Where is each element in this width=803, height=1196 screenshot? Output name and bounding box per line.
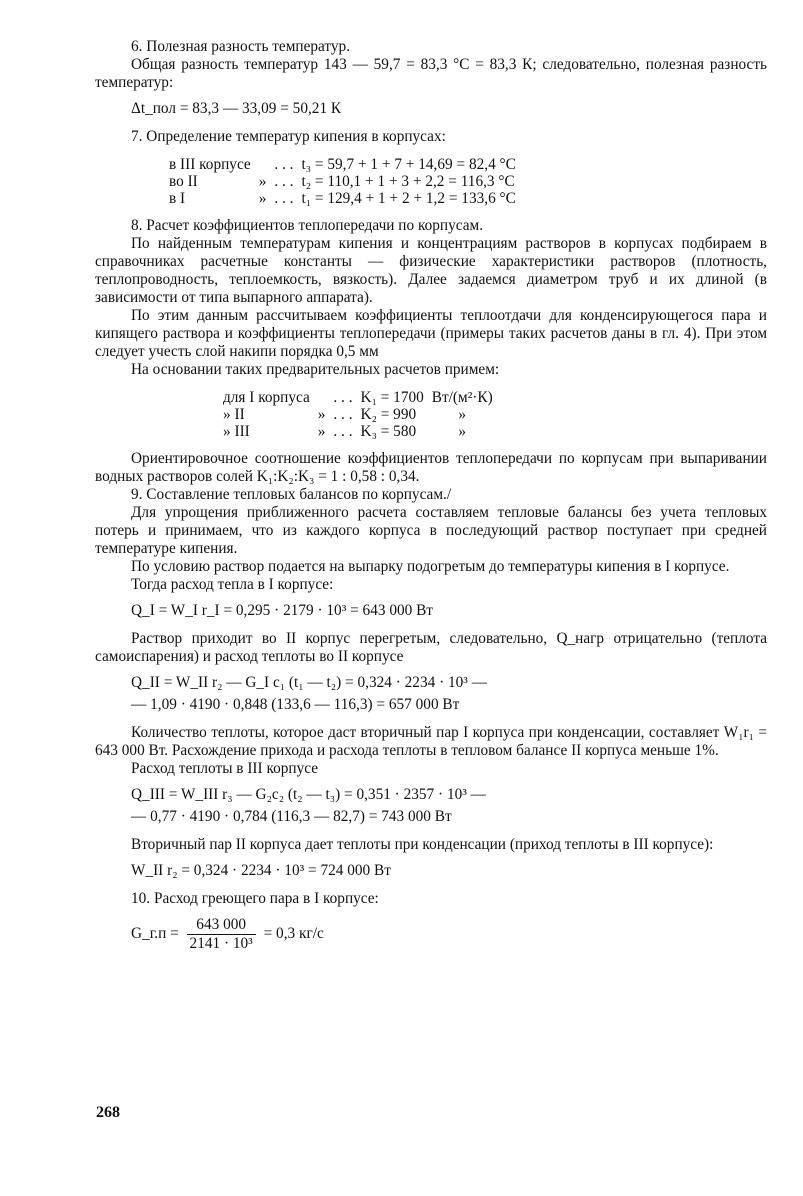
row-unit: » <box>458 406 467 423</box>
section-9-paragraph-7: Вторичный пар II корпуса дает теплоты при конденсации (приход теплоты в III корпусе): <box>131 836 714 853</box>
section-8-paragraph-4: Ориентировочное соотношение коэффициентов теплопередачи по корпусам при выпаривании водных растворов солей K₁:K₂:K₃ = 1 : 0,58 : 0,34. <box>95 450 767 485</box>
section-8-paragraph-3: На основании таких предварительных расчетов примем: <box>131 361 500 378</box>
section-6-text: Общая разность температур 143 — 59,7 = 83,3 °С = 83,3 К; следовательно, полезная разность температур: <box>95 56 767 91</box>
table-row <box>165 173 520 190</box>
section-9-paragraph-2: По условию раствор подается на выпарку подогретым до температуры кипения в I корпусе. <box>131 558 730 575</box>
row-dots: . . . <box>333 423 353 440</box>
page-number: 268 <box>96 1104 120 1121</box>
row-value: t₁ = 129,4 + 1 + 2 + 1,2 = 133,6 °С <box>301 190 516 207</box>
row-dots: . . . <box>274 156 294 173</box>
row-mark: » <box>317 406 326 423</box>
section-9-paragraph-6: Расход теплоты в III корпусе <box>131 760 318 777</box>
row-mark: » <box>317 423 326 440</box>
section-9-paragraph-5: Количество теплоты, которое даст вторичный пар I корпуса при конденсации, составляет W₁r₁ = 643 000 Вт. Расхождение прихода и расхода теплоты в тепловом балансе II корпуса меньше 1%. <box>95 724 767 759</box>
section-8-heading: 8. Расчет коэффициентов теплопередачи по корпусам. <box>131 217 484 234</box>
row-value: K₂ = 990 <box>360 406 417 423</box>
row-label: в I <box>169 190 186 207</box>
formula-lhs: G_г.п = <box>131 925 179 943</box>
section-9-heading: 9. Составление тепловых балансов по корпусам./ <box>131 486 452 503</box>
section-8-paragraph-1: По найденным температурам кипения и концентрациям растворов в корпусах подбираем в справочниках расчетные константы — физические характеристики растворов (плотность, теплопроводность, теплоемкость, вязкость). Далее задаемся диаметром труб и их длиной (в зависимости от типа выпарного аппарата). <box>95 235 767 306</box>
table-row <box>219 389 497 406</box>
table-row <box>165 190 520 207</box>
section-7-heading: 7. Определение температур кипения в корпусах: <box>131 128 446 145</box>
formula-rhs: = 0,3 кг/с <box>263 925 324 943</box>
formula-heat-corpus-1: Q_I = W_I r_I = 0,295 · 2179 · 10³ = 643 000 Вт <box>131 602 433 619</box>
row-mark: » <box>258 173 267 190</box>
section-9-paragraph-3: Тогда расход тепла в I корпусе: <box>131 576 334 593</box>
row-value: t₃ = 59,7 + 1 + 7 + 14,69 = 82,4 °С <box>301 156 516 173</box>
formula-useful-temp-difference: Δt_пол = 83,3 — 33,09 = 50,21 К <box>131 100 342 117</box>
section-9-paragraph-1: Для упрощения приближенного расчета составляем тепловые балансы без учета тепловых потерь и принимаем, что из каждого корпуса в последующий раствор поступает при средней температуре кипения. <box>95 504 767 557</box>
formula-heat-corpus-3-line-2: — 0,77 · 4190 · 0,784 (116,3 — 82,7) = 743 000 Вт <box>131 808 452 825</box>
table-row <box>165 156 520 173</box>
row-dots: . . . <box>274 190 294 207</box>
formula-heating-steam-consumption <box>131 916 767 953</box>
row-label: в III корпусе <box>169 156 251 173</box>
row-label: » III <box>223 423 250 440</box>
section-6-heading: 6. Полезная разность температур. <box>131 38 351 55</box>
row-dots: . . . <box>274 173 294 190</box>
page-body <box>95 38 767 963</box>
formula-secondary-steam-heat: W_II r₂ = 0,324 · 2234 · 10³ = 724 000 Вт <box>131 862 391 879</box>
heat-transfer-coefficients-table <box>219 389 497 440</box>
row-mark <box>255 156 271 173</box>
row-dots: . . . <box>333 389 353 406</box>
section-10-heading: 10. Расход греющего пара в I корпусе: <box>131 890 379 907</box>
formula-heat-corpus-3-line-1: Q_III = W_III r₃ — G₂c₂ (t₂ — t₃) = 0,351 · 2357 · 10³ — <box>131 786 486 803</box>
formula-heat-corpus-2-line-1: Q_II = W_II r₂ — G_I c₁ (t₁ — t₂) = 0,324 · 2234 · 10³ — <box>131 674 487 691</box>
section-8-paragraph-2: По этим данным рассчитываем коэффициенты теплоотдачи для конденсирующегося пара и кипящего раствора и коэффициенты теплопередачи (примеры таких расчетов даны в гл. 4). При этом следует учесть слой накипи порядка 0,5 мм <box>95 307 767 360</box>
row-mark <box>314 389 330 406</box>
row-value: K₃ = 580 <box>360 423 417 440</box>
row-mark: » <box>258 190 267 207</box>
fraction <box>187 916 256 953</box>
row-value: K₁ = 1700 <box>360 389 424 406</box>
table-row <box>219 406 497 423</box>
row-label: » II <box>223 406 245 423</box>
boiling-temperatures-table <box>165 156 520 207</box>
section-9-paragraph-4: Раствор приходит во II корпус перегретым, следовательно, Q_нагр отрицательно (теплота самоиспарения) и расход теплоты во II корпусе <box>95 630 767 665</box>
fraction-numerator: 643 000 <box>187 916 256 935</box>
row-value: t₂ = 110,1 + 1 + 3 + 2,2 = 116,3 °С <box>301 173 515 190</box>
row-label: для I корпуса <box>223 389 310 406</box>
row-label: во II <box>169 173 198 190</box>
row-unit: » <box>458 423 467 440</box>
row-dots: . . . <box>333 406 353 423</box>
table-row <box>219 423 497 440</box>
fraction-denominator: 2141 · 10³ <box>189 935 253 952</box>
formula-heat-corpus-2-line-2: — 1,09 · 4190 · 0,848 (133,6 — 116,3) = 657 000 Вт <box>131 696 460 713</box>
row-unit: Вт/(м²·К) <box>431 389 493 406</box>
